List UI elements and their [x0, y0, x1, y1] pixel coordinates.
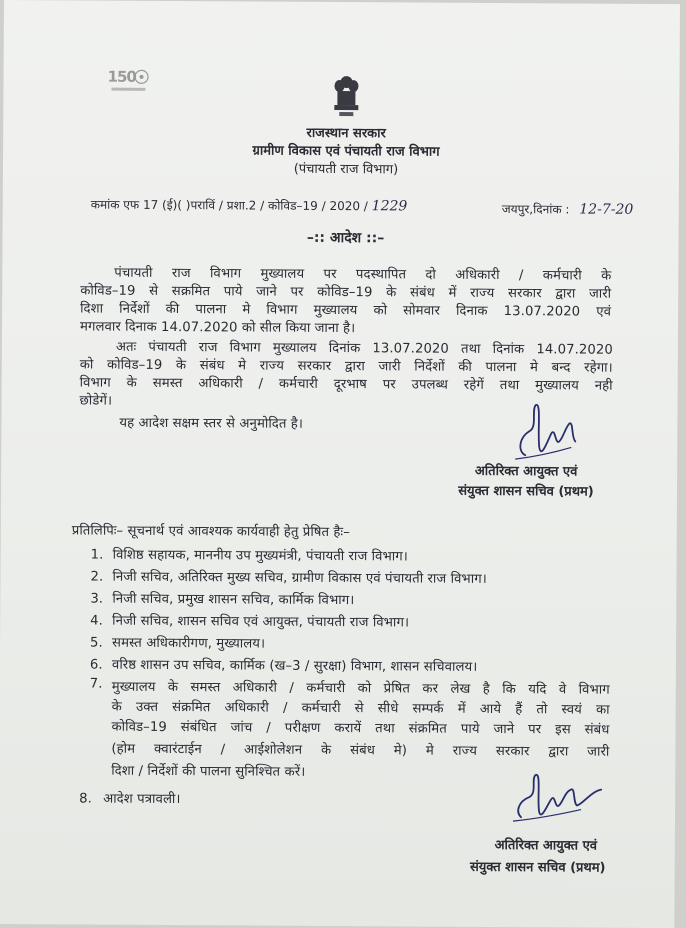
signatory1-designation: संयुक्त शासन सचिव (प्रथम) — [458, 483, 594, 500]
copy-item-1: 1. विशिष्ठ सहायक, माननीय उप मुख्यमंत्री, पंचायती राज विभाग। — [90, 547, 408, 565]
handwritten-date: 12-7-20 — [579, 201, 634, 218]
reference-number: कमांक एफ 17 (ई)( )पराविं / प्रशा.2 / कोविड–19 / 2020 / 1229 — [90, 197, 408, 215]
header-state: राजस्थान सरकार — [306, 125, 386, 142]
item7-line5: दिशा / निर्देशों की पालना सुनिश्चित करें। — [111, 763, 306, 780]
item7-line2: के उक्त संक्रमित अधिकारी / कर्मचारी से सीधे सम्पर्क में आये हैं तो स्वयं का — [111, 699, 610, 718]
copy-item-4: 4. निजी सचिव, शासन सचिव एवं आयुक्त, पंचायती राज विभाग। — [90, 613, 410, 631]
para1-line2: कोविड–19 से सक्रमित पाये जाने पर कोविड–19 के संबंध में राज्य सरकार द्वारा जारी — [80, 283, 612, 302]
para1-line4: मगलवार दिनाक 14.07.2020 को सील किया जाना है। — [79, 319, 356, 337]
item7-line1: मुख्यालय के समस्त अधिकारी / कर्मचारी को प्रेषित कर लेख है कि यदि वे विभाग — [111, 679, 610, 698]
item7-line4: (होम क्वारंटाईन / आईशोलेशन के संबंध मे) मे राज्य सरकार द्वारा जारी — [111, 741, 610, 760]
signatory2-title: अतिरिक्त आयुक्त एवं — [494, 838, 598, 854]
signatory1-title: अतिरिक्त आयुक्त एवं — [474, 463, 578, 480]
header-subdepartment: (पंचायती राज विभाग) — [293, 161, 399, 178]
header-department: ग्रामीण विकास एवं पंचायती राज विभाग — [252, 143, 440, 160]
para1-line1: पंचायती राज विभाग मुख्यालय पर पदस्थापित दो अधिकारी / कर्मचारी के — [114, 265, 612, 284]
copy-intro: प्रतिलिपिः– सूचनार्थ एवं आवश्यक कार्यवाही हेतु प्रेषित हैः– — [71, 523, 350, 541]
place-date: जयपुर,दिनांक : 12-7-20 — [501, 201, 634, 218]
para2-line3: विभाग के समस्त अधिकारी / कर्मचारी दूरभाष पर उपलब्ध रहेगें तथा मुख्यालय नही — [79, 375, 613, 394]
order-title: –:: आदेश ::– — [306, 229, 385, 247]
copy-item-3: 3. निजी सचिव, प्रमुख शासन सचिव, कार्मिक विभाग। — [90, 591, 355, 609]
para2-line1: अतः पंचायती राज विभाग मुख्यालय दिनांक 13.07.2020 तथा दिनांक 14.07.2020 — [115, 339, 613, 358]
para3-approval: यह आदेश सक्षम स्तर से अनुमोदित है। — [119, 415, 304, 432]
copy-item-7-num: 7. — [89, 676, 103, 692]
signatory2-designation: संयुक्त शासन सचिव (प्रथम) — [469, 859, 606, 876]
para2-line2: को कोविड–19 के संबंध मे राज्य सरकार द्वारा जारी निर्देशों की पालना मे बन्द रहेगा। — [79, 357, 613, 376]
anniversary-logo: 150 — [107, 67, 151, 97]
item7-line3: कोविड–19 संबंधित जांच / परीक्षण करायें तथा संक्रमित पाये जाने पर इस संबंध — [111, 719, 610, 738]
copy-item-2: 2. निजी सचिव, अतिरिक्त मुख्य सचिव, ग्रामीण विकास एवं पंचायती राज विभाग। — [90, 569, 487, 587]
copy-item-6: 6. वरिष्ठ शासन उप सचिव, कार्मिक (ख–3 / सुरक्षा) विभाग, शासन सचिवालय। — [89, 657, 478, 675]
signature-1 — [511, 401, 583, 465]
copy-item-8: 8. आदेश पत्रावली। — [79, 791, 181, 808]
chakra-icon — [133, 69, 149, 85]
signature-2 — [511, 769, 607, 828]
state-emblem-icon — [330, 74, 362, 120]
copy-item-5: 5. समस्त अधिकारीगण, मुख्यालय। — [90, 635, 266, 652]
handwritten-ref: 1229 — [371, 198, 408, 215]
para2-line4: छोडेगें। — [79, 393, 113, 409]
para1-line3: दिशा निर्देशों की पालना मे विभाग मुख्यालय को सोमवार दिनाक 13.07.2020 एवं — [80, 301, 612, 320]
